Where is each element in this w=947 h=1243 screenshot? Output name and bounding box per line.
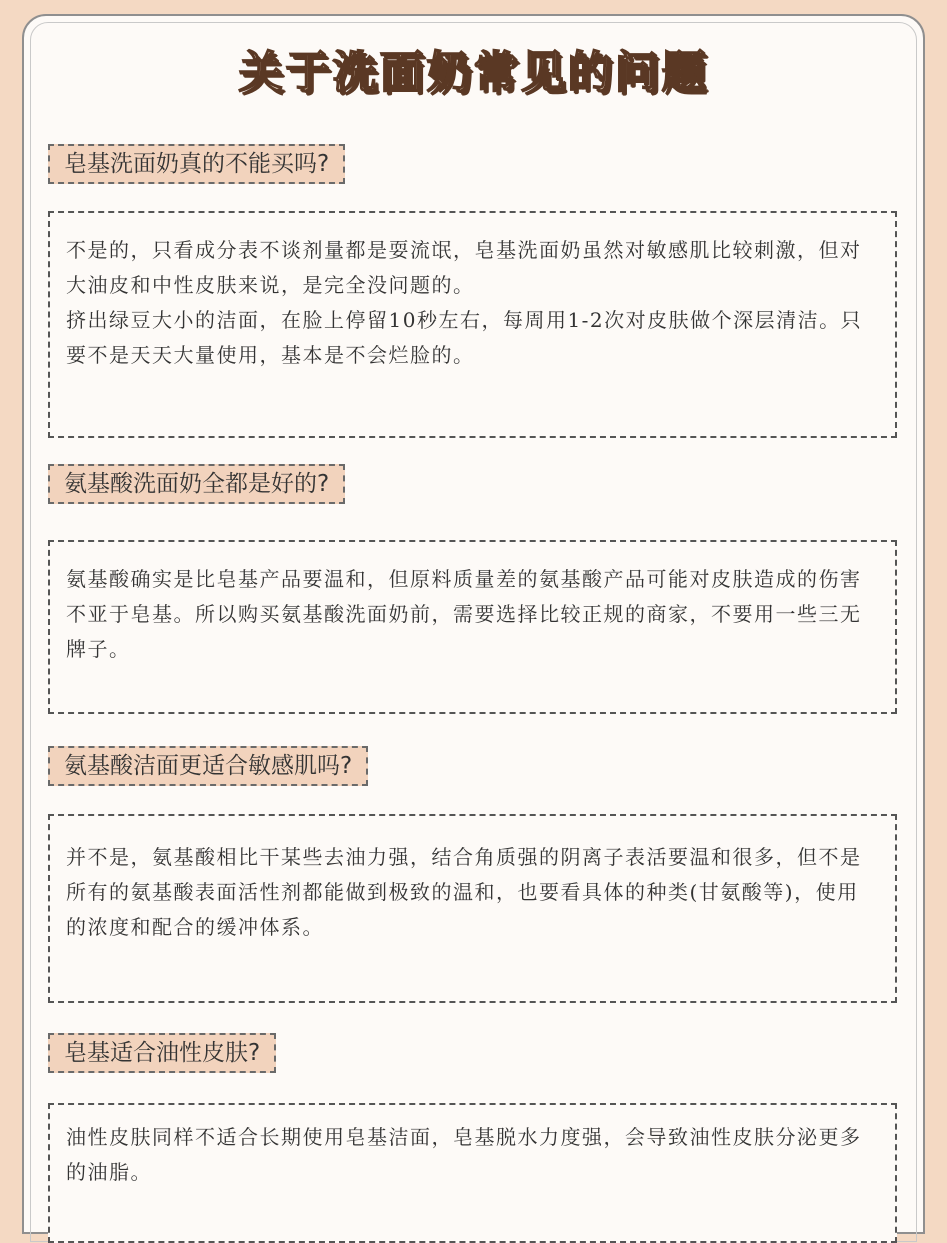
question-4: 皂基适合油性皮肤? bbox=[48, 1033, 276, 1073]
question-2: 氨基酸洗面奶全都是好的? bbox=[48, 464, 345, 504]
answer-1 bbox=[48, 211, 897, 438]
answer-1-paragraph-2: 挤出绿豆大小的洁面，在脸上停留10秒左右，每周用1-2次对皮肤做个深层清洁。只要不是天天大量使用，基本是不会烂脸的。 bbox=[66, 308, 863, 367]
answer-2-paragraph-1: 氨基酸确实是比皂基产品要温和，但原料质量差的氨基酸产品可能对皮肤造成的伤害不亚于皂基。所以购买氨基酸洗面奶前，需要选择比较正规的商家，不要用一些三无牌子。 bbox=[66, 567, 862, 661]
answer-1-paragraph-1: 不是的，只看成分表不谈剂量都是耍流氓，皂基洗面奶虽然对敏感肌比较刺激，但对大油皮和中性皮肤来说，是完全没问题的。 bbox=[66, 238, 862, 297]
answer-4-paragraph-1: 油性皮肤同样不适合长期使用皂基洁面，皂基脱水力度强，会导致油性皮肤分泌更多的油脂。 bbox=[66, 1125, 862, 1184]
answer-2 bbox=[48, 540, 897, 714]
page-title: 关于洗面奶常见的问题 bbox=[238, 47, 709, 98]
answer-3-paragraph-1: 并不是，氨基酸相比干某些去油力强，结合角质强的阴离子表活要温和很多，但不是所有的氨基酸表面活性剂都能做到极致的温和，也要看具体的种类(甘氨酸等)，使用的浓度和配合的缓冲体系。 bbox=[66, 845, 862, 939]
question-3: 氨基酸洁面更适合敏感肌吗? bbox=[48, 746, 368, 786]
answer-4 bbox=[48, 1103, 897, 1243]
answer-3 bbox=[48, 814, 897, 1003]
question-1: 皂基洗面奶真的不能买吗? bbox=[48, 144, 345, 184]
